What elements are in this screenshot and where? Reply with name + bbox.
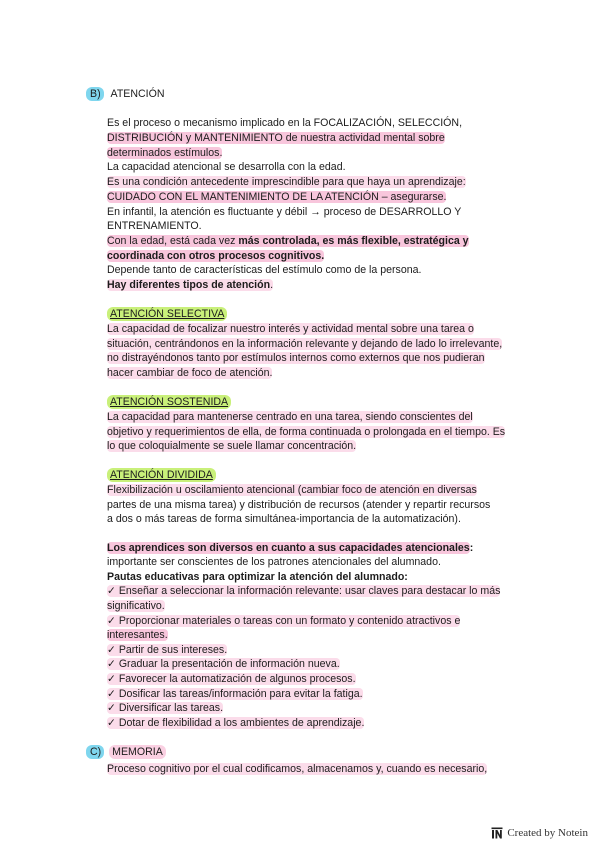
text-line: importante ser conscientes de los patrones atencionales del alumnado. xyxy=(107,556,441,568)
text-line: hacer cambiar de foco de atención. xyxy=(107,367,273,379)
text-line: lo que coloquialmente se suele llamar concentración. xyxy=(107,440,357,452)
text-line: La capacidad atencional se desarrolla con la edad. xyxy=(107,161,346,173)
list-item: interesantes. xyxy=(107,629,168,641)
text-line: ENTRENAMIENTO. xyxy=(107,220,202,232)
text-line: Pautas educativas para optimizar la atención del alumnado: xyxy=(107,571,408,583)
section-heading-memoria xyxy=(86,745,166,759)
text-line: Flexibilización u oscilamiento atencional (cambiar foco de atención en diversas xyxy=(107,484,477,496)
list-item: ✓ Diversificar las tareas. xyxy=(107,702,224,714)
list-item: ✓ Dosificar las tareas/información para evitar la fatiga. xyxy=(107,688,363,700)
text-line: CUIDADO CON EL MANTENIMIENTO DE LA ATENCIÓN – asegurarse. xyxy=(107,191,447,203)
section-letter: C) xyxy=(86,745,104,759)
text-line: situación, centrándonos en la información relevante y dejando de lado lo irrelevante, xyxy=(107,338,503,350)
text-line: La capacidad de focalizar nuestro interés y actividad mental sobre una tarea o xyxy=(107,323,474,335)
text-line: partes de una misma tarea) y distribución de recursos (atender y repartir recursos xyxy=(107,499,491,511)
section-title: MEMORIA xyxy=(109,745,166,759)
text-line: Los aprendices son diversos en cuanto a sus capacidades atencionales: xyxy=(107,542,474,554)
text-line: a dos o más tareas de forma simultánea-importancia de la automatización). xyxy=(107,513,461,525)
subheading-atencion-selectiva: ATENCIÓN SELECTIVA xyxy=(107,307,227,321)
text-line: objetivo y requerimientos de ella, de forma continuada o prolongada en el tiempo. Es xyxy=(107,426,506,438)
notein-footer xyxy=(491,827,588,839)
section-letter: B) xyxy=(86,87,104,101)
notein-logo-icon xyxy=(491,827,503,839)
text-line: coordinada con otros procesos cognitivos. xyxy=(107,250,325,262)
text-line: determinados estímulos. xyxy=(107,147,223,159)
text-line: Proceso cognitivo por el cual codificamos, almacenamos y, cuando es necesario, xyxy=(107,763,488,775)
list-item: ✓ Partir de sus intereses. xyxy=(107,644,228,656)
text-line: La capacidad para mantenerse centrado en una tarea, siendo conscientes del xyxy=(107,411,473,423)
text-line: Es el proceso o mecanismo implicado en la FOCALIZACIÓN, SELECCIÓN, xyxy=(107,117,463,129)
list-item: ✓ Favorecer la automatización de algunos procesos. xyxy=(107,673,356,685)
list-item: ✓ Dotar de flexibilidad a los ambientes de aprendizaje. xyxy=(107,717,365,729)
section-title: ATENCIÓN xyxy=(110,88,165,100)
list-item: ✓ Proporcionar materiales o tareas con un formato y contenido atractivos e xyxy=(107,615,461,627)
list-item: ✓ Graduar la presentación de información nueva. xyxy=(107,658,340,670)
text-line: Depende tanto de características del estímulo como de la persona. xyxy=(107,264,422,276)
subheading-atencion-dividida: ATENCIÓN DIVIDIDA xyxy=(107,468,216,482)
text-line: no distrayéndonos tanto por estímulos internos como externos que nos pudieran xyxy=(107,352,485,364)
section-heading-atencion xyxy=(86,87,165,101)
text-line: Hay diferentes tipos de atención. xyxy=(107,279,274,291)
text-line: En infantil, la atención es fluctuante y débil → proceso de DESARROLLO Y xyxy=(107,206,462,218)
text-line: Con la edad, está cada vez más controlada, es más flexible, estratégica y xyxy=(107,235,469,247)
subheading-atencion-sostenida: ATENCIÓN SOSTENIDA xyxy=(107,395,231,409)
list-item: ✓ Enseñar a seleccionar la información relevante: usar claves para destacar lo más xyxy=(107,585,501,597)
text-line: DISTRIBUCIÓN y MANTENIMIENTO de nuestra actividad mental sobre xyxy=(107,132,445,144)
footer-brand: Created by Notein xyxy=(507,827,588,839)
text-line: Es una condición antecedente imprescindible para que haya un aprendizaje: xyxy=(107,176,466,188)
list-item: significativo. xyxy=(107,600,165,612)
